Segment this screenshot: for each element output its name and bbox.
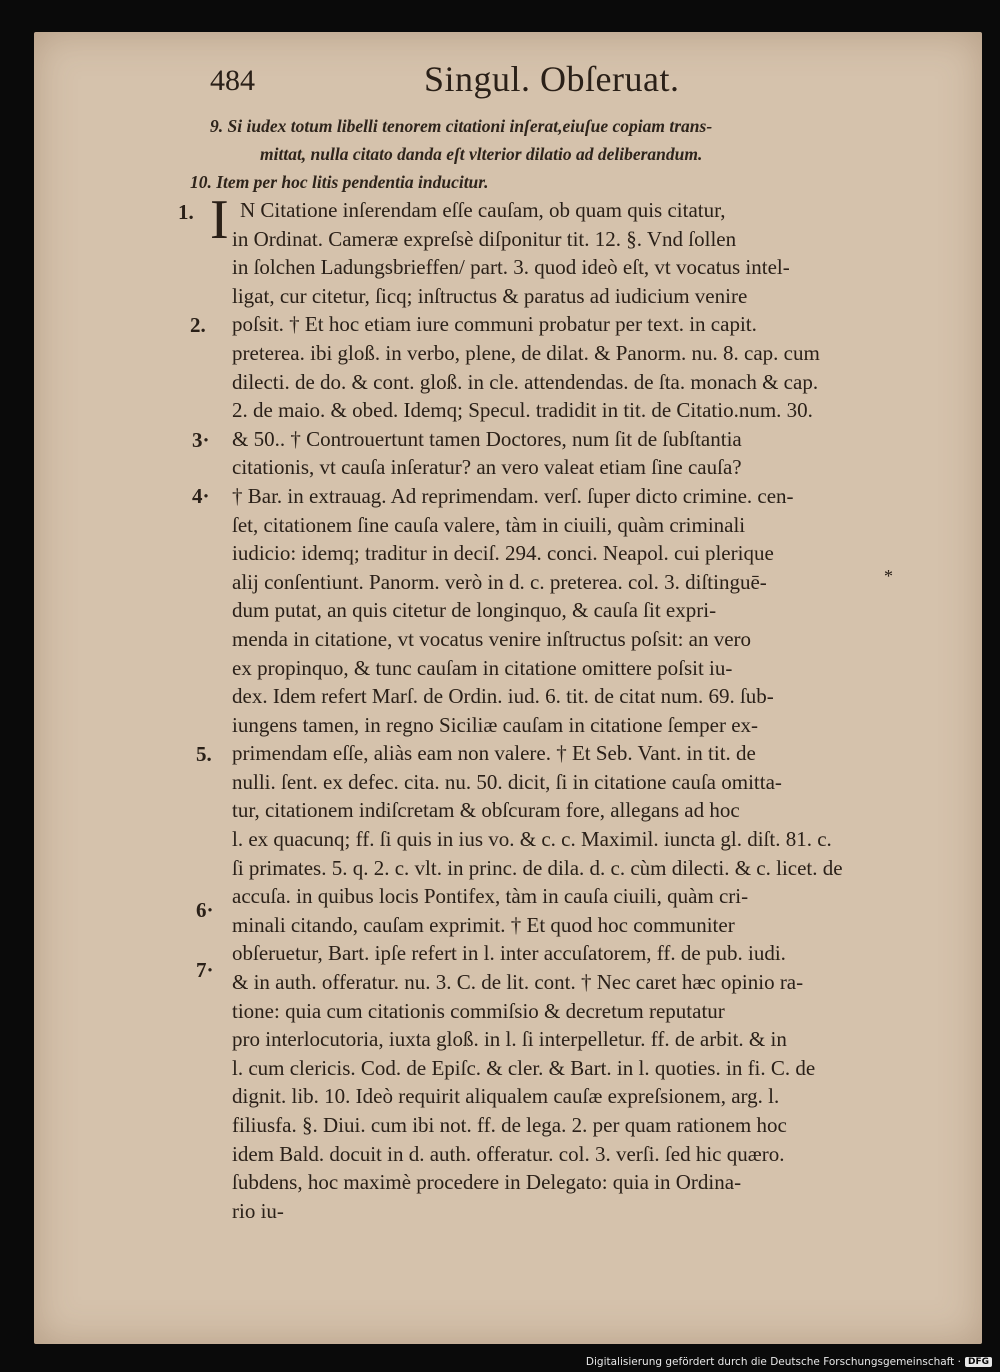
margin-number: 5.	[196, 742, 212, 766]
summary-number: 9.	[210, 116, 224, 136]
page-number: 484	[210, 64, 255, 97]
credit-text: Digitalisierung gefördert durch die Deutsche Forschungsgemeinschaft ·	[585, 1356, 961, 1368]
text-line: iungens tamen, in regno Siciliæ cauſam in citatione ſemper ex-	[232, 712, 759, 737]
summary-number: 10.	[190, 172, 212, 192]
text-line: dum putat, an quis citetur de longinquo, & cauſa ſit expri-	[232, 598, 717, 623]
margin-number: 7·	[196, 958, 214, 982]
text-line: filiusfa. §. Diui. cum ibi not. ff. de lega. 2. per quam rationem hoc	[232, 1113, 787, 1137]
text-line: iudicio: idemq; traditur in deciſ. 294. conci. Neapol. cui plerique	[232, 541, 774, 566]
text-line: dignit. lib. 10. Ideò requirit aliqualem cauſæ expreſsionem, arg. l.	[232, 1084, 780, 1109]
text-line: idem Bald. docuit in d. auth. offeratur. col. 3. verſi. ſed hic quæro.	[232, 1141, 785, 1166]
drop-cap: I	[210, 189, 229, 251]
text-line: menda in citatione, vt vocatus venire inſtructus poſsit: an vero	[232, 626, 752, 651]
text-line: accuſa. in quibus locis Pontifex, tàm in cauſa ciuili, quàm cri-	[232, 884, 749, 909]
text-line: primendam eſſe, aliàs eam non valere. † Et Seb. Vant. in tit. de	[232, 741, 756, 766]
text-line: † Bar. in extrauag. Ad reprimendam. verſ. ſuper dicto crimine. cen-	[232, 483, 794, 508]
text-line: ex propinquo, & tunc cauſam in citatione omittere poſsit iu-	[232, 655, 733, 680]
text-line: N Citatione inſerendam eſſe cauſam, ob quam quis citatur,	[240, 198, 726, 222]
text-line: preterea. ibi gloß. in verbo, plene, de dilat. & Panorm. nu. 8. cap. cum	[232, 340, 820, 365]
margin-number: 3·	[192, 428, 210, 452]
text-line: tur, citationem indiſcretam & obſcuram fore, allegans ad hoc	[232, 798, 740, 823]
summary-line	[210, 140, 880, 168]
summary-line	[190, 172, 489, 192]
text-line: ligat, cur citetur, ſicq; inſtructus & paratus ad iudicium venire	[232, 283, 748, 308]
text-line: ſet, citationem ſine cauſa valere, tàm in ciuili, quàm criminali	[232, 512, 746, 537]
text-line: 2. de maio. & obed. Idemq; Specul. tradidit in tit. de Citatio.num. 30.	[232, 398, 813, 423]
text-line: & in auth. offeratur. nu. 3. C. de lit. cont. † Nec caret hæc opinio ra-	[232, 970, 804, 995]
body-text	[232, 196, 880, 1225]
text-line: in Ordinat. Cameræ expreſsè diſponitur tit. 12. §. Vnd ſollen	[232, 226, 737, 251]
chapter-summary	[190, 112, 880, 196]
text-line: & 50.. † Controuertunt tamen Doctores, num ſit de ſubſtantia	[232, 426, 742, 451]
marginal-mark: *	[884, 566, 893, 586]
text-line: minali citando, cauſam exprimit. † Et quod hoc communiter	[232, 912, 735, 937]
text-line: in ſolchen Ladungsbrieffen/ part. 3. quod ideò eſt, vt vocatus intel-	[232, 255, 790, 280]
text-line: pro interlocutoria, iuxta gloß. in l. ſi interpelletur. ff. de arbit. & in	[232, 1027, 787, 1052]
text-line: poſsit. † Et hoc etiam iure communi probatur per text. in capit.	[232, 312, 757, 337]
text-line: obſeruetur, Bart. ipſe refert in l. inter accuſatorem, ff. de pub. iudi.	[232, 941, 786, 966]
text-line: dilecti. de do. & cont. gloß. in cle. attendendas. de ſta. monach & cap.	[232, 369, 819, 394]
summary-text: mittat, nulla citato danda eſt vlterior dilatio ad deliberandum.	[260, 144, 703, 164]
margin-number: 2.	[190, 313, 206, 337]
text-line: citationis, vt cauſa inſeratur? an vero valeat etiam ſine cauſa?	[232, 455, 742, 480]
summary-text: Item per hoc litis pendentia inducitur.	[216, 172, 489, 192]
dfg-logo: DFG	[965, 1357, 992, 1367]
summary-text: Si iudex totum libelli tenorem citationi inſerat,eiuſue copiam trans-	[227, 116, 713, 136]
running-title: Singul. Obſeruat.	[424, 59, 680, 99]
text-line: ſubdens, hoc maximè procedere in Delegato: quia in Ordina-	[232, 1170, 742, 1195]
margin-number: 6·	[196, 898, 214, 922]
text-line: nulli. ſent. ex defec. cita. nu. 50. dicit, ſi in citatione cauſa omitta-	[232, 769, 782, 794]
text-line: l. cum clericis. Cod. de Epiſc. & cler. & Bart. in l. quoties. in fi. C. de	[232, 1055, 816, 1080]
margin-number: 1.	[178, 200, 194, 224]
margin-number: 4·	[192, 484, 210, 508]
text-line: alij conſentiunt. Panorm. verò in d. c. preterea. col. 3. diſtinguē-	[232, 569, 767, 594]
page-header	[210, 58, 850, 104]
summary-line	[210, 116, 712, 136]
text-line: ſi primates. 5. q. 2. c. vlt. in princ. de dila. d. c. cùm dilecti. & c. licet. de	[232, 855, 843, 880]
text-line: rio iu-	[232, 1198, 284, 1223]
footer-credit	[586, 1356, 992, 1368]
text-line: l. ex quacunq; ff. ſi quis in ius vo. & c. c. Maximil. iuncta gl. diſt. 81. c.	[232, 827, 832, 852]
text-line: dex. Idem refert Marſ. de Ordin. iud. 6. tit. de citat num. 69. ſub-	[232, 684, 774, 709]
text-line: tione: quia cum citationis commiſsio & decretum reputatur	[232, 998, 725, 1023]
